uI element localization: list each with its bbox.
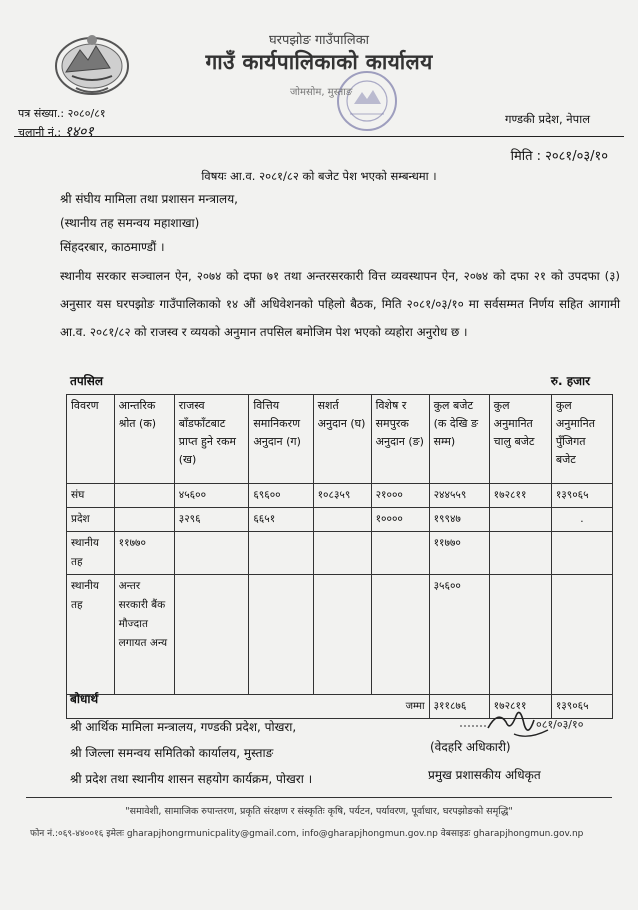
table-cell: ६९६०० [249,484,313,508]
table-cell: ११७७० [114,532,174,575]
unit-label: रु. हजार [550,374,590,388]
footer-divider [26,797,612,798]
dispatch-number [18,122,94,141]
table-cell: . [551,508,612,532]
addressee-line-3: सिंहदरबार, काठमाण्डौं । [60,240,165,254]
table-cell [551,575,612,695]
column-header: राजस्व बाँडफाँटबाट प्राप्त हुने रकम (ख) [174,395,249,484]
table-cell [174,532,249,575]
table-row [67,575,613,695]
table-cell: ६६५१ [249,508,313,532]
details-label: तपसिल [70,374,104,388]
letter-date: मिति : २०८१/०३/१० [510,149,608,164]
table-row [67,484,613,508]
signer-designation: प्रमुख प्रशासकीय अधिकृत [428,768,541,782]
table-cell: अन्तर सरकारी बैंक मौज्दात लगायत अन्य [114,575,174,695]
table-cell [249,532,313,575]
signature-date: ०८१/०३/१० [536,718,584,731]
addressee-line-2: (स्थानीय तह समन्वय महाशाखा) [60,216,200,230]
table-cell [174,575,249,695]
table-cell [313,532,371,575]
header-divider [14,136,624,137]
table-cell: १०००० [371,508,429,532]
footer-slogan: "समावेशी, सामाजिक रुपान्तरण, प्रकृति संरक्षण र संस्कृतिः कृषि, पर्यटन, पर्यावरण, पूर्वाधार, घरपझोङको समृद्धि" [125,806,513,817]
table-cell [313,575,371,695]
table-cell: २१००० [371,484,429,508]
table-cell: १०८३५९ [313,484,371,508]
letter-number: पत्र संख्या.: २०८०/८१ [18,107,106,120]
table-cell: १७२८११ [489,484,551,508]
seal-location-text: जोमसोम, मुस्ताङ [290,87,353,98]
column-header: कुल बजेट (क देखि ङ सम्म) [429,395,489,484]
table-cell [489,508,551,532]
table-cell: २४४५५९ [429,484,489,508]
body-paragraph: स्थानीय सरकार सञ्चालन ऐन, २०७४ को दफा ७१ तथा अन्तरसरकारी वित्त व्यवस्थापन ऐन, २०७४ को दफा २१ को उपदफा (३) अनुसार यस घरपझोङ गाउँपालिकाको १४ औं अधिवेशनको पहिलो बैठक, मिति २०८१/०३/१० मा सर्वसम्मत निर्णय सहित आगामी आ.व. २०८१/८२ को राजस्व र व्ययको अनुमान तपसिल बमोजिम पेश भएको व्यहोरा अनुरोध छ । [60,269,620,339]
table-cell: १९९४७ [429,508,489,532]
column-header: विवरण [67,395,115,484]
dispatch-value: १४०१ [64,124,94,140]
table-cell [114,508,174,532]
total-cell: ३११८७६ [429,695,489,719]
footer-contact: फोन नं.:०६९-४४००१६ इमेलः gharapjhongrmunicpality@gmail.com, info@gharapjhongmun.gov.np वेबसाइडः gharapjhongmun.gov.np [30,829,584,839]
table-cell: स्थानीय तह [67,575,115,695]
table-cell [313,508,371,532]
table-cell: ३५६०० [429,575,489,695]
table-cell: १३९०६५ [551,484,612,508]
table-cell: ४५६०० [174,484,249,508]
office-title: गाउँ कार्यपालिकाको कार्यालय [205,50,433,74]
table-row [67,532,613,575]
signer-name: (वेदहरि अधिकारी) [430,740,511,754]
table-cell [489,532,551,575]
table-cell [249,575,313,695]
column-header: कुल अनुमानित पुँजिगत बजेट [551,395,612,484]
table-cell [489,575,551,695]
column-header: सशर्त अनुदान (घ) [313,395,371,484]
table-cell [371,575,429,695]
cc-item: श्री जिल्ला समन्वय समितिको कार्यालय, मुस्ताङ [70,746,274,760]
total-label: जम्मा [67,695,430,719]
table-cell: संघ [67,484,115,508]
table-cell: ११७७० [429,532,489,575]
province-address: गण्डकी प्रदेश, नेपाल [504,112,590,126]
cc-title: बोधार्थ [70,692,99,706]
column-header: आन्तरिक श्रोत (क) [114,395,174,484]
total-cell: १७२८११ [489,695,551,719]
addressee-line-1: श्री संघीय मामिला तथा प्रशासन मन्त्रालय, [60,192,238,206]
letter-subject: विषयः आ.व. २०८१/८२ को बजेट पेश भएको सम्बन्धमा । [201,169,437,183]
table-cell: स्थानीय तह [67,532,115,575]
column-header: विशेष र समपुरक अनुदान (ङ) [371,395,429,484]
table-header-row [67,395,613,484]
column-header: कुल अनुमानित चालु बजेट [489,395,551,484]
table-cell [371,532,429,575]
budget-table [66,394,613,719]
total-cell: १३९०६५ [551,695,612,719]
table-cell [551,532,612,575]
cc-item: श्री प्रदेश तथा स्थानीय शासन सहयोग कार्यक्रम, पोखरा । [70,772,313,786]
dispatch-label: चलानी नं.: [18,126,62,139]
office-seal-stamp [336,70,398,132]
table-cell: ३२९६ [174,508,249,532]
table-cell [114,484,174,508]
table-cell: प्रदेश [67,508,115,532]
table-row [67,508,613,532]
cc-item: श्री आर्थिक मामिला मन्त्रालय, गण्डकी प्रदेश, पोखरा, [70,720,297,734]
municipality-name: घरपझोङ गाउँपालिका [268,33,370,48]
column-header: वित्तिय समानिकरण अनुदान (ग) [249,395,313,484]
